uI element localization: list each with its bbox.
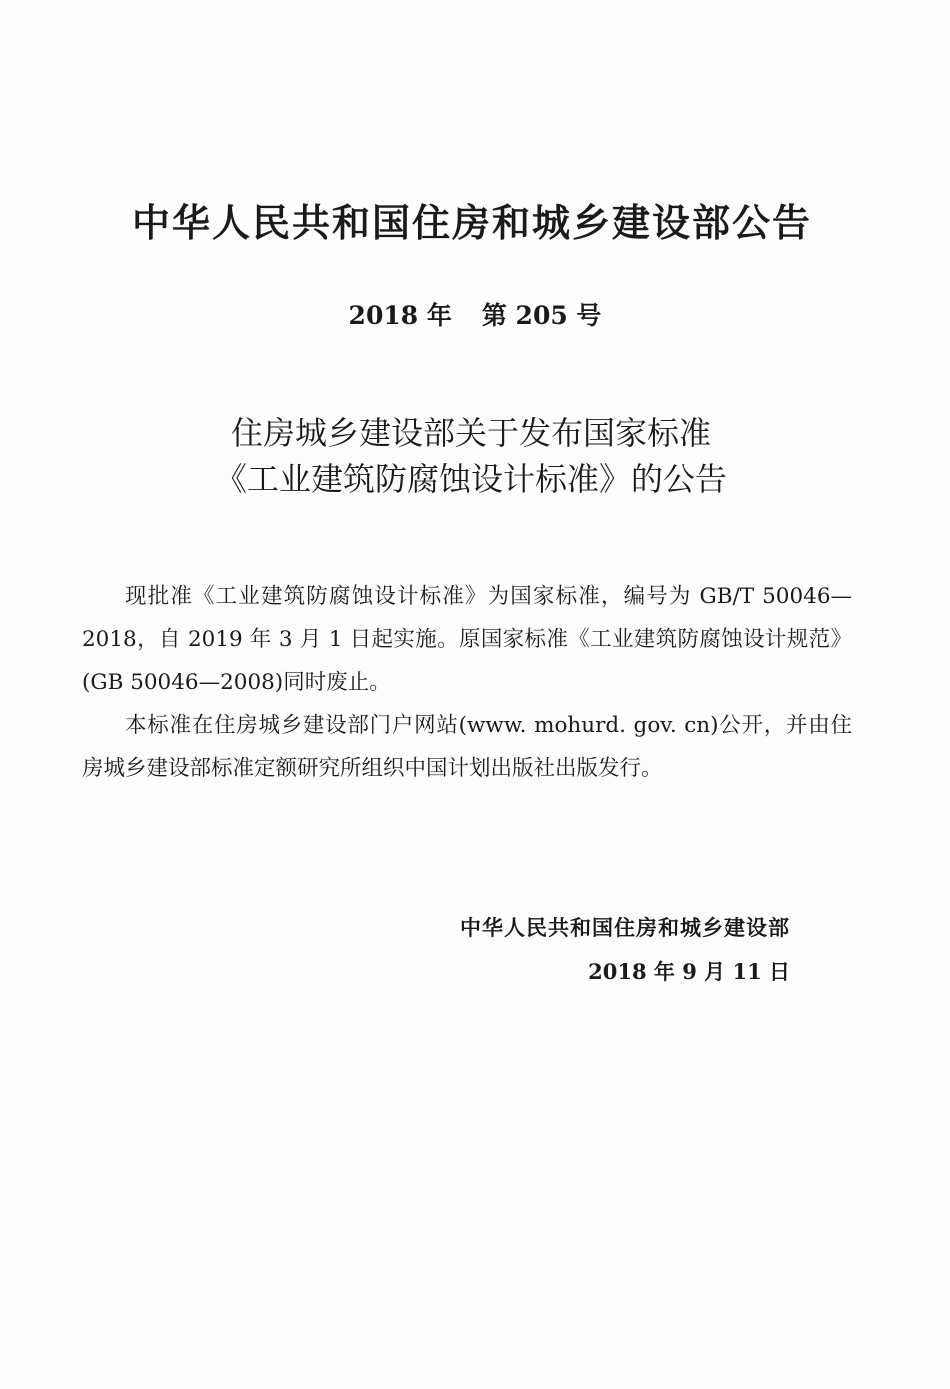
- subtitle-line-2: 《工业建筑防腐蚀设计标准》的公告: [214, 460, 727, 498]
- announcement-subtitle: [0, 410, 950, 502]
- announcement-year: 2018 年: [348, 301, 452, 330]
- issue-date: 2018 年 9 月 11 日: [588, 959, 790, 984]
- announcement-body: [82, 575, 852, 790]
- body-paragraph-publication: 本标准在住房城乡建设部门户网站(www. mohurd. gov. cn)公开，并由住房城乡建设部标准定额研究所组织中国计划出版社出版发行。: [82, 713, 852, 781]
- body-paragraph-approval: 现批准《工业建筑防腐蚀设计标准》为国家标准，编号为 GB/T 50046—2018，自 2019 年 3 月 1 日起实施。原国家标准《工业建筑防腐蚀设计规范》(GB 50046—2008)同时废止。: [82, 584, 852, 695]
- signature-block: [460, 908, 790, 992]
- announcement-number: [0, 296, 950, 332]
- announcement-serial: 第 205 号: [481, 301, 602, 330]
- issuing-organization: 中华人民共和国住房和城乡建设部: [460, 916, 790, 940]
- announcement-title: 中华人民共和国住房和城乡建设部公告: [131, 201, 812, 245]
- subtitle-line-1: 住房城乡建设部关于发布国家标准: [230, 414, 711, 452]
